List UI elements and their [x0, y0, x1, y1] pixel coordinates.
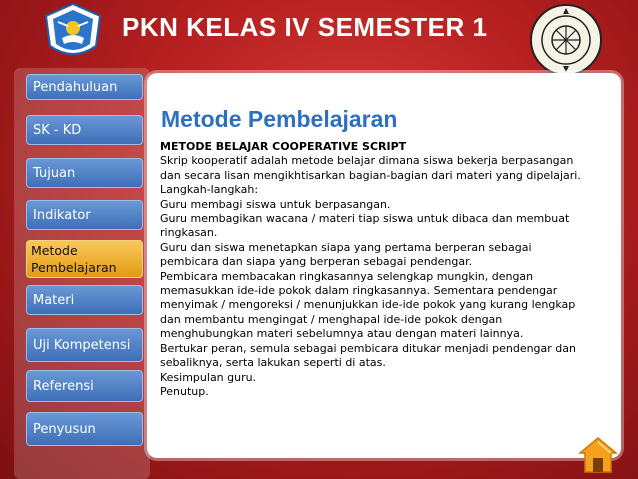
content-line: Guru membagikan wacana / materi tiap siswa untuk dibaca dan membuat: [160, 212, 570, 226]
institution-seal-logo: [528, 2, 604, 78]
sidebar-item-materi[interactable]: [26, 285, 143, 315]
sidebar-item-label: Metode Pembelajaran: [31, 243, 117, 275]
sidebar-item-label: Referensi: [33, 378, 94, 394]
sidebar-item-referensi[interactable]: [26, 370, 143, 402]
sidebar-item-label: Penyusun: [33, 421, 96, 437]
content-line: Skrip kooperatif adalah metode belajar dimana siswa bekerja berpasangan: [160, 154, 574, 168]
content-line: dan secara lisan mengikhtisarkan bagian-bagian dari materi yang dipelajari.: [160, 168, 581, 182]
home-icon[interactable]: [578, 436, 618, 474]
content-line: Guru dan siswa menetapkan siapa yang pertama berperan sebagai: [160, 240, 532, 254]
header: [0, 0, 638, 66]
content-line: memasukkan ide-ide pokok dalam ringkasannya. Sementara pendengar: [160, 284, 558, 298]
sidebar-item-sk-kd[interactable]: [26, 115, 143, 145]
content-line: Langkah-langkah:: [160, 183, 259, 197]
content-line: sebaliknya, serta lakukan seperti di atas.: [160, 356, 386, 370]
sidebar-item-tujuan[interactable]: [26, 158, 143, 188]
content-line: Penutup.: [160, 384, 209, 398]
section-title: Metode Pembelajaran: [161, 106, 398, 132]
tut-wuri-handayani-logo: [38, 2, 108, 64]
content-line: menghubungkan materi sebelumnya atau dengan materi lainnya.: [160, 327, 524, 341]
sidebar-item-uji-kompetensi[interactable]: [26, 328, 143, 362]
content-line: Bertukar peran, semula sebagai pembicara ditukar menjadi pendengar dan: [160, 341, 576, 355]
content-line: dan membantu mengingat / menghapal ide-ide pokok dengan: [160, 312, 503, 326]
sidebar-item-indikator[interactable]: [26, 200, 143, 230]
sidebar-item-label: Tujuan: [33, 165, 76, 181]
content-line: Pembicara membacakan ringkasannya selengkap mungkin, dengan: [160, 269, 534, 283]
page-title: PKN KELAS IV SEMESTER 1: [122, 12, 488, 42]
sidebar-item-penyusun[interactable]: [26, 412, 143, 446]
content-line: Kesimpulan guru.: [160, 370, 257, 384]
sidebar-item-metode-pembelajaran[interactable]: [26, 240, 143, 278]
sidebar-item-label: Uji Kompetensi: [33, 337, 131, 353]
sidebar-item-pendahuluan[interactable]: [26, 74, 143, 100]
sidebar-item-label: Materi: [33, 292, 75, 308]
content-body: [160, 140, 620, 399]
content-line: ringkasan.: [160, 226, 218, 240]
content-heading: METODE BELAJAR COOPERATIVE SCRIPT: [160, 140, 407, 153]
sidebar-item-label: Pendahuluan: [33, 79, 118, 95]
content-line: pembicara dan siapa yang berperan sebagai pendengar.: [160, 255, 473, 269]
content-line: Guru membagi siswa untuk berpasangan.: [160, 197, 391, 211]
content-line: menyimak / mengoreksi / menunjukkan ide-ide pokok yang kurang lengkap: [160, 298, 576, 312]
sidebar-item-label: Indikator: [33, 207, 91, 223]
sidebar-item-label: SK - KD: [33, 122, 82, 138]
